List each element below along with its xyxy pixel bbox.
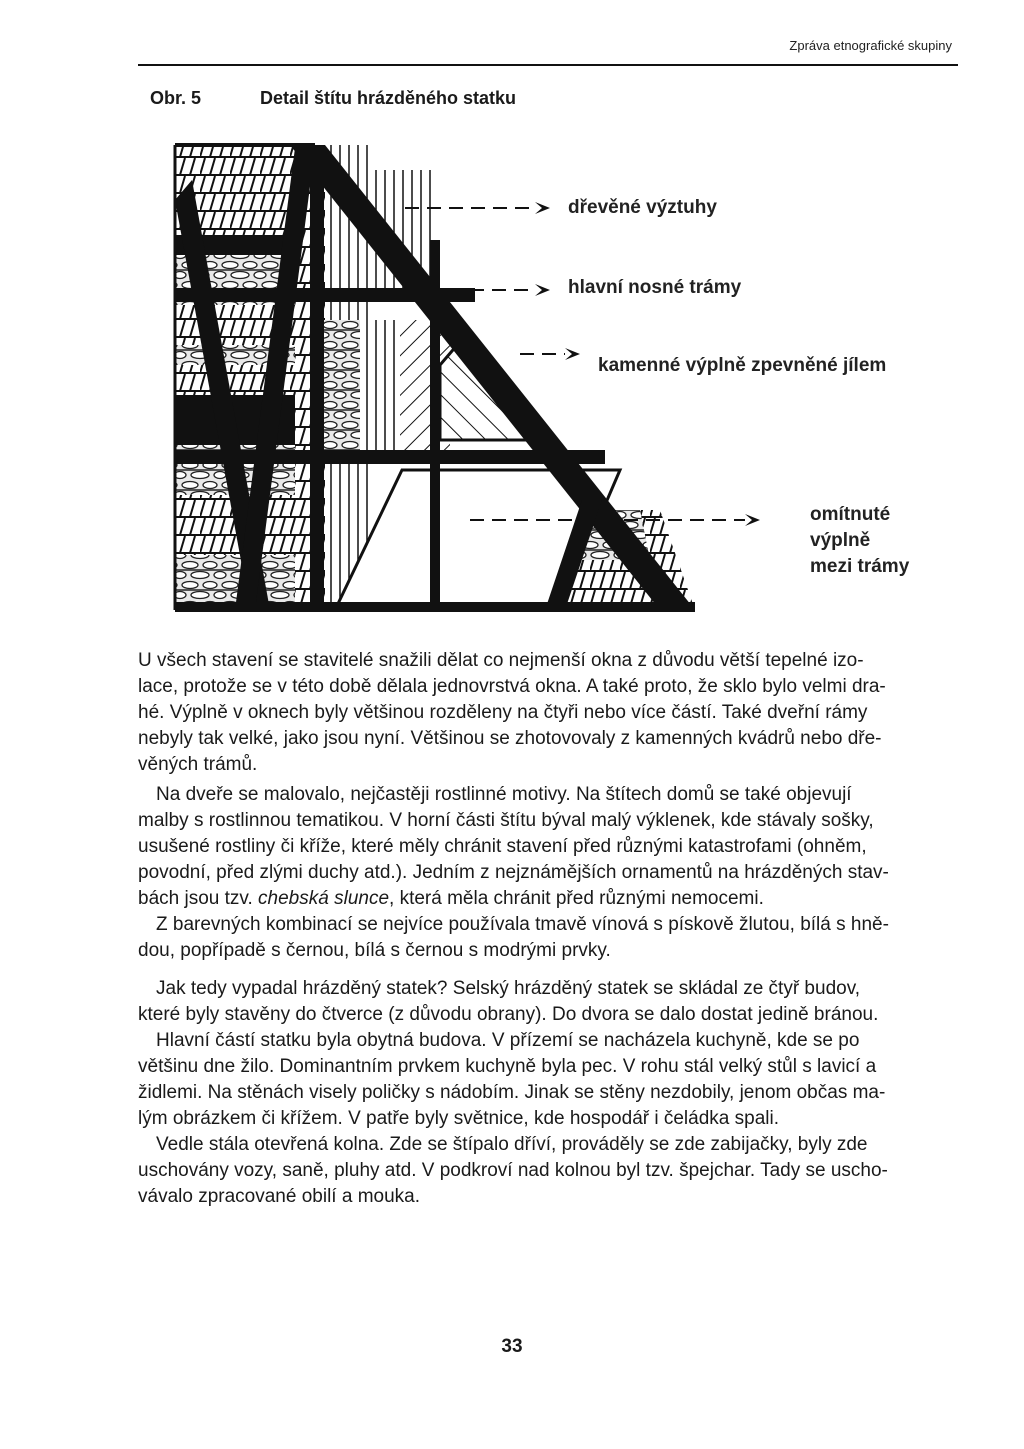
paragraph: Hlavní částí statku byla obytná budova. V přízemí se nacházela kuchyně, kde se po většinu dne žilo. Dominantním prvkem kuchyně byla pec. V rohu stál velký stůl s lavicí a židlemi. Na stěnách visely poličky s nádobím. Jinak se stěny nezdobily, jenom občas ma- lým obrázkem či křížem. V patře byly světnice, kde hospodář i čeládka spali.: [138, 1030, 886, 1129]
label-plaster-1: omítnuté: [810, 504, 891, 525]
paragraph: Jak tedy vypadal hrázděný statek? Selský hrázděný statek se skládal ze čtyř budov, které byly stavěny do čtverce (z důvodu obrany). Do dvora se dalo dostat jedině bránou.: [138, 978, 879, 1025]
label-stone-fill: kamenné výplně zpevněné jílem: [598, 355, 887, 376]
body-text: [138, 648, 950, 1210]
gable-figure: [140, 140, 1010, 625]
label-plaster-3: mezi trámy: [810, 556, 910, 577]
running-header: Zpráva etnografické skupiny: [789, 38, 952, 53]
figure-title: Detail štítu hrázděného statku: [260, 88, 517, 108]
label-main-beams: hlavní nosné trámy: [568, 277, 742, 298]
label-plaster-2: výplně: [810, 530, 871, 551]
term-chebska-slunce: chebská slunce: [258, 888, 390, 909]
paragraph: U všech stavení se stavitelé snažili dělat co nejmenší okna z důvodu větší tepelné izo- lace, protože se v této době dělala jednovrstvá okna. A také proto, že sklo bylo velmi dra- hé. Výplně v oknech byly většinou rozděleny na čtyři nebo více částí. Také dveřní rámy nebyly tak velké, jako jsou nyní. Většinou se zhotovovaly z kamenných kvádrů nebo dře- věných trámů.: [138, 650, 886, 775]
figure-caption: [150, 88, 516, 109]
page-number: 33: [501, 1336, 523, 1357]
label-wooden-braces: dřevěné výztuhy: [568, 197, 717, 218]
figure-number: Obr. 5: [150, 88, 202, 108]
paragraph: Na dveře se malovalo, nejčastěji rostlinné motivy. Na štítech domů se také objevují malby s rostlinnou tematikou. V horní části štítu býval malý výklenek, kde stávaly sošky, usušené rostliny či kříže, které měly chránit stavení před různými katastrofami (ohněm, povodní, před zlými duchy atd.). Jedním z nejznámějších ornamentů na hrázděných stav- bách jsou tzv. chebská slunce, která měla chránit před různými nemocemi.: [138, 784, 889, 909]
paragraph: Z barevných kombinací se nejvíce používala tmavě vínová s pískově žlutou, bílá s hně- dou, popřípadě s černou, bílá s černou s modrými prvky.: [138, 914, 889, 961]
header-rule: [138, 64, 958, 66]
paragraph: Vedle stála otevřená kolna. Zde se štípalo dříví, prováděly se zde zabijačky, byly zde uschovány vozy, saně, pluhy atd. V podkroví nad kolnou byl tzv. špejchar. Tady se uscho- vávalo zpracované obilí a mouka.: [138, 1134, 888, 1207]
